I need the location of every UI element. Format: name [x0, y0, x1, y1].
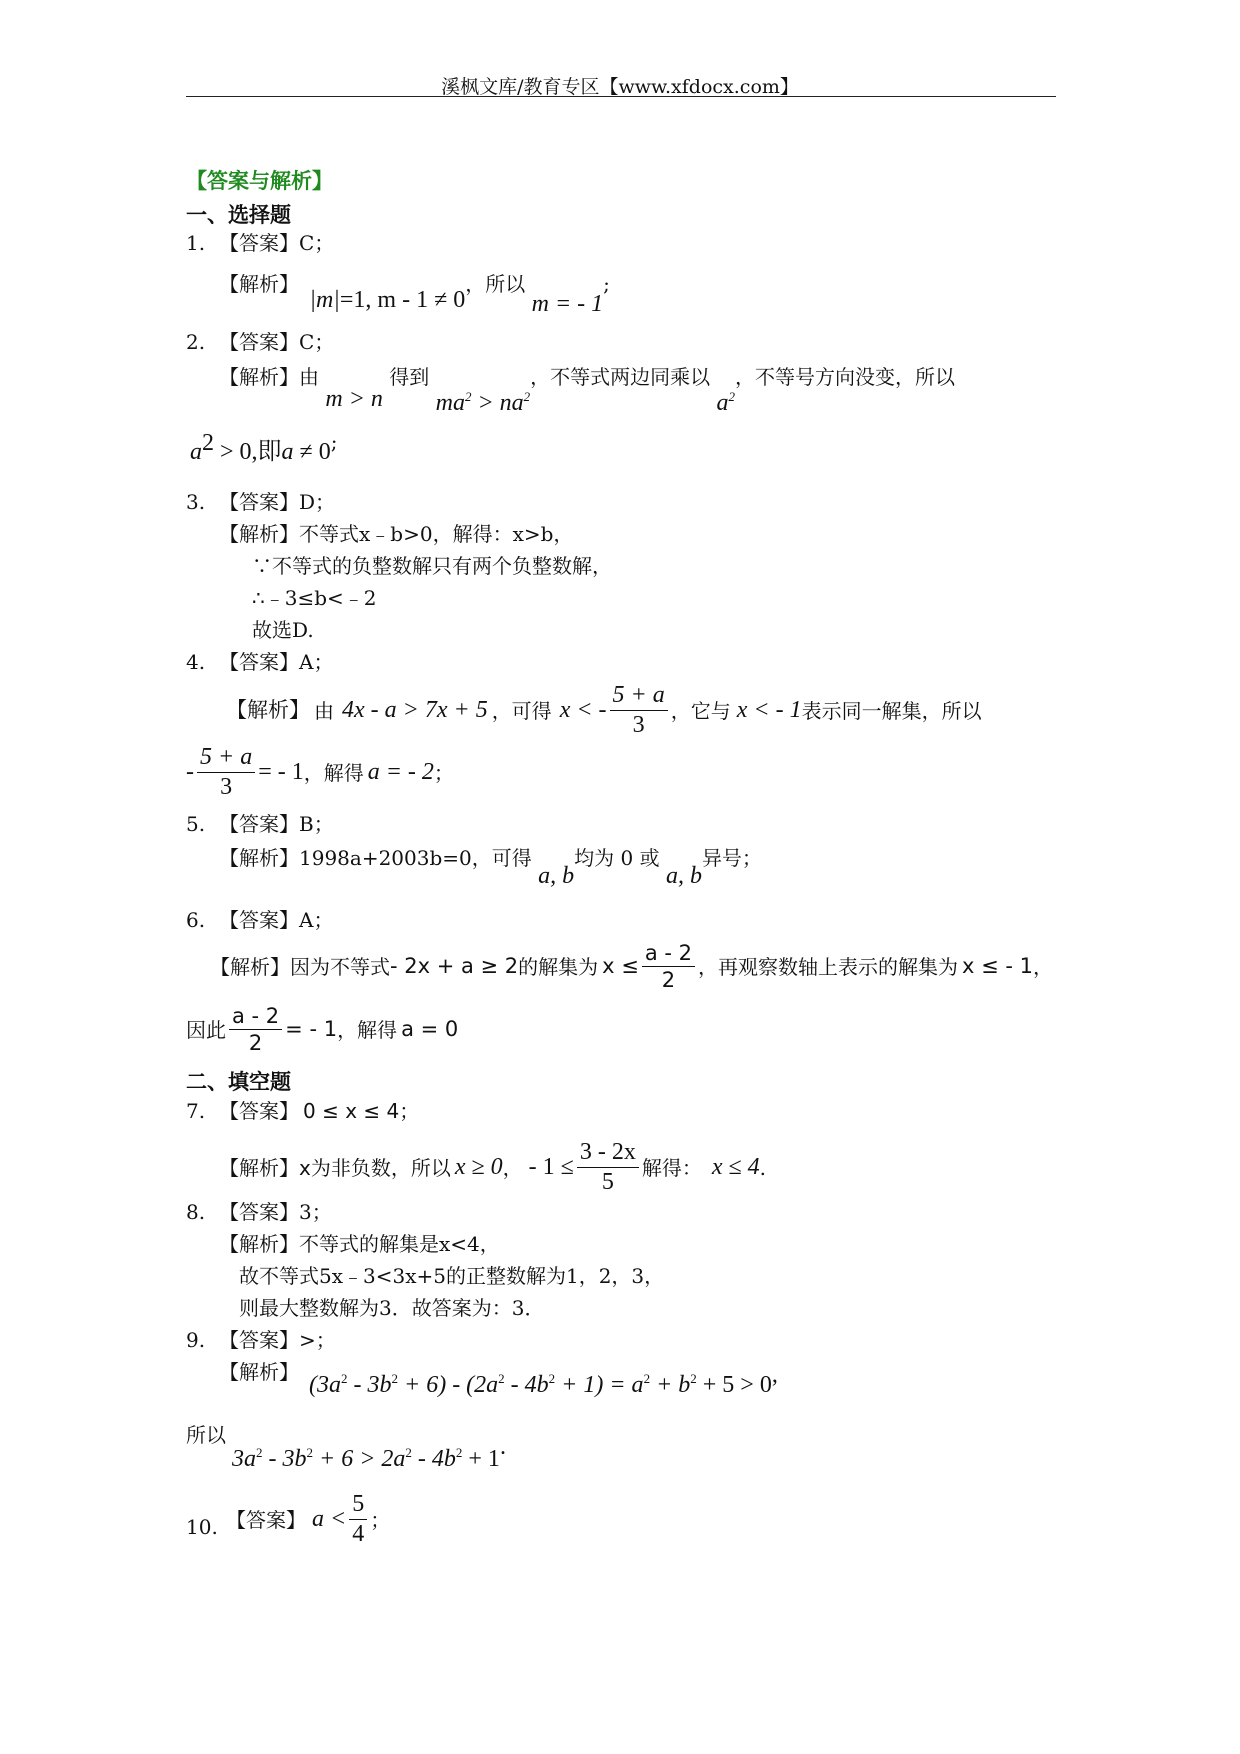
q2-expr1: m > n: [325, 386, 383, 412]
q10-text0: ；: [370, 1507, 391, 1532]
q5-expr1: a, b: [538, 863, 575, 889]
q5-expr2: a, b: [665, 863, 702, 889]
answer-tag: 【答案】: [219, 1099, 299, 1123]
q6-explanation: [210, 942, 1053, 991]
q2-expr3a: a: [716, 390, 729, 416]
q4-fraction: [610, 683, 668, 738]
q9-number: 9.: [186, 1328, 206, 1352]
q1-text2: ;: [603, 272, 610, 296]
q7-expr1: x: [299, 1155, 311, 1180]
q9-part: (3a: [309, 1372, 341, 1398]
fraction-numerator: a - 2: [229, 1005, 282, 1030]
fraction-denominator: 4: [352, 1521, 365, 1548]
q6-text2: ，再观察数轴上表示的解集为: [698, 954, 959, 979]
q4-number: 4.: [186, 650, 206, 674]
q3-number: 3.: [186, 490, 206, 514]
answer-value: C；: [299, 231, 335, 255]
explanation-tag: 【解析】: [210, 954, 290, 979]
q7-answer: [219, 1099, 419, 1123]
q9-explanation-tag: 【解析】: [219, 1360, 299, 1384]
answer-value: 3；: [299, 1200, 332, 1224]
answer-value: 0 ≤ x ≤ 4: [303, 1099, 400, 1123]
q6-fraction2: [229, 1005, 282, 1054]
q2-explanation-cont: [190, 430, 338, 467]
fraction-numerator: 5 + a: [197, 745, 255, 773]
explanation-tag: 【解析】: [219, 1155, 299, 1180]
q9-sup: 2: [256, 1445, 263, 1460]
q7-explanation: [219, 1140, 766, 1195]
q9-sup: 2: [498, 1371, 505, 1386]
q4-fraction2: [197, 745, 255, 800]
q6-expr4: = - 1: [285, 1016, 338, 1041]
q1-explanation: [219, 270, 610, 317]
q8-line3: 则最大整数解为3．故答案为：3．: [239, 1296, 545, 1320]
q10-fraction: [349, 1492, 367, 1547]
q2-sup2: 2: [523, 389, 531, 404]
q9-part: - 4b: [504, 1372, 549, 1398]
q2-text4: ;: [330, 430, 338, 454]
q3-line2: ∵不等式的负整数解只有两个负整数解，: [252, 554, 612, 578]
answer-tag: 【答案】: [219, 812, 299, 836]
q2-number: 2.: [186, 330, 206, 354]
q6-expr5: a = 0: [401, 1016, 459, 1041]
fraction-denominator: 3: [632, 712, 645, 739]
q7-text0: 为非负数，所以: [310, 1155, 451, 1180]
answer-tag: 【答案】: [219, 330, 299, 354]
answer-tag: 【答案】: [219, 231, 299, 255]
q9-therefore: 所以: [186, 1423, 226, 1447]
q5-number: 5.: [186, 812, 206, 836]
q3-line4: 故选D.: [252, 618, 314, 642]
q3-line1: [219, 522, 573, 546]
q9-part: - 4b: [411, 1446, 456, 1472]
q6-expr1: - 2x + a ≥ 2: [390, 953, 519, 978]
q9-part: + 5 > 0: [696, 1372, 772, 1398]
q4-text5: ；: [433, 760, 454, 785]
section-fill: 二、填空题: [186, 1069, 291, 1094]
q2-expr2: [436, 390, 531, 416]
q4-expr1: 4x - a > 7x + 5: [342, 697, 488, 724]
explanation-tag: 【解析】: [226, 698, 310, 723]
q4-expr5: = - 1: [258, 759, 304, 786]
q9-sup: 2: [405, 1445, 412, 1460]
header-rule: [186, 96, 1056, 97]
explanation-tag: 【解析】: [219, 522, 299, 546]
q4-explanation-cont: [186, 745, 454, 800]
explanation-tag: 【解析】: [219, 365, 299, 389]
q9-part: + b: [650, 1372, 691, 1398]
q1-number: 1.: [186, 231, 206, 255]
answer-value: A；: [299, 650, 334, 674]
q8-line2: 故不等式5x﹣3<3x+5的正整数解为1，2，3，: [239, 1264, 665, 1288]
q1-expr3: m = - 1: [531, 291, 604, 317]
q9-sup: 2: [455, 1445, 463, 1460]
page-header: 溪枫文库/教育专区【www.xfdocx.com】: [441, 76, 799, 98]
q7-expr4: x ≤ 4: [711, 1154, 760, 1181]
q7-text3: .: [759, 1155, 767, 1180]
q2-sup4: 2: [202, 430, 214, 456]
q4-text4: ，解得: [303, 760, 364, 785]
answer-tag: 【答案】: [219, 908, 299, 932]
q9-sup: 2: [341, 1371, 348, 1386]
explanation-tag: 【解析】: [219, 272, 299, 296]
q10-expr1: a <: [312, 1506, 347, 1533]
answer-value: A；: [299, 908, 334, 932]
q9-expr-result: [232, 1434, 506, 1473]
answer-value: B；: [299, 812, 334, 836]
q7-text1: ，: [502, 1155, 523, 1180]
section-choice: 一、选择题: [186, 202, 291, 227]
explanation-tag: 【解析】: [219, 846, 299, 870]
q4-expr2: x < -: [559, 697, 607, 724]
q6-answer: [219, 908, 333, 932]
fraction-numerator: 3 - 2x: [577, 1140, 639, 1168]
q6-text3: ，: [1033, 954, 1054, 979]
q2-text1: 得到: [389, 365, 430, 389]
q7-number: 7.: [186, 1099, 206, 1123]
q6-expr3: x ≤ - 1: [962, 953, 1034, 978]
fraction-numerator: 5 + a: [610, 683, 668, 711]
q3-line3: ∴﹣3≤b<﹣2: [252, 586, 377, 610]
q2-expr7: ≠ 0: [293, 439, 331, 465]
q4-text1: ，可得: [491, 698, 552, 723]
q5-answer: [219, 812, 334, 836]
q2-expr2b: > na: [471, 390, 524, 416]
q4-text0: 由: [314, 698, 334, 723]
answer-end: ；: [399, 1099, 420, 1123]
q4-text2: ，它与: [670, 698, 731, 723]
fraction-numerator: 5: [349, 1492, 367, 1520]
answer-value: >；: [299, 1328, 336, 1352]
q6-text4: 因此: [186, 1017, 226, 1042]
q4-expr4: -: [186, 759, 194, 786]
q1-expr1: |m|: [309, 287, 340, 313]
answer-tag: 【答案】: [219, 1328, 299, 1352]
q8-number: 8.: [186, 1200, 206, 1224]
answer-tag: 【答案】: [219, 490, 299, 514]
q4-expr6: a = - 2: [367, 759, 434, 786]
q5-text1: 均为 0 或: [574, 846, 660, 870]
q9-part: + 6 > 2a: [313, 1446, 406, 1472]
q1-answer: [219, 231, 334, 255]
q7-text2: 解得：: [641, 1155, 702, 1180]
q9-part: + 6) - (2a: [398, 1372, 499, 1398]
q9-part: - 3b: [262, 1446, 307, 1472]
q9-part: ,: [771, 1362, 778, 1388]
q6-text5: ，解得: [337, 1017, 398, 1042]
q2-text3: ，不等号方向没变，所以: [735, 365, 956, 389]
q9-sup: 2: [306, 1445, 313, 1460]
q2-expr3: [717, 390, 736, 416]
q8-text1: 不等式的解集是x<4，: [299, 1232, 500, 1256]
q5-text2: 异号；: [701, 846, 762, 870]
q2-expr5: > 0,即: [214, 439, 282, 465]
q7-expr2: x ≥ 0: [454, 1154, 503, 1181]
fraction-denominator: 2: [661, 968, 676, 993]
q9-sup: 2: [548, 1371, 556, 1386]
q2-text2: ，不等式两边同乘以: [530, 365, 711, 389]
fraction-denominator: 3: [220, 774, 233, 801]
q10-answer: [226, 1492, 390, 1547]
q3-answer: [219, 490, 335, 514]
q4-expr3: x < - 1: [736, 697, 802, 724]
answer-title: 【答案与解析】: [186, 168, 333, 193]
q9-part: + 1: [462, 1446, 500, 1472]
q5-text0: 1998a+2003b=0，可得: [299, 846, 532, 870]
q4-text3: 表示同一解集，所以: [801, 698, 982, 723]
q6-text1: 的解集为: [518, 954, 599, 979]
q2-explanation: [219, 363, 956, 416]
q1-expr2: =1, m - 1 ≠ 0: [339, 287, 466, 313]
q9-answer: [219, 1328, 336, 1352]
q4-answer: [219, 650, 333, 674]
q9-part: - 3b: [347, 1372, 392, 1398]
explanation-tag: 【解析】: [219, 1232, 299, 1256]
q9-part: + 1) = a: [555, 1372, 644, 1398]
q2-answer: [219, 330, 334, 354]
fraction-denominator: 2: [248, 1031, 263, 1056]
q1-text1: ，所以: [465, 272, 526, 296]
q5-explanation: [219, 844, 762, 889]
q7-fraction: [577, 1140, 639, 1195]
answer-value: D；: [299, 490, 336, 514]
q6-text0: 因为不等式: [290, 954, 390, 979]
q2-text0: 由: [299, 365, 319, 389]
q2-expr2a: ma: [435, 390, 465, 416]
q9-sup: 2: [391, 1371, 398, 1386]
q9-part: .: [499, 1434, 506, 1460]
answer-tag: 【答案】: [226, 1507, 306, 1532]
answer-value: C；: [299, 330, 335, 354]
q9-expr-main: [309, 1362, 778, 1399]
q9-sup: 2: [643, 1371, 651, 1386]
answer-tag: 【答案】: [219, 650, 299, 674]
q9-sup: 2: [690, 1371, 697, 1386]
q8-line1: [219, 1232, 500, 1256]
q6-expr2: x ≤: [602, 953, 639, 978]
answer-tag: 【答案】: [219, 1200, 299, 1224]
q4-explanation: [226, 683, 982, 738]
q6-explanation-cont: [186, 1005, 458, 1054]
q2-sup3: 2: [728, 389, 736, 404]
q7-expr3: - 1 ≤: [528, 1154, 574, 1181]
q2-expr6: a: [281, 439, 294, 465]
q2-sup1: 2: [464, 389, 472, 404]
q6-number: 6.: [186, 908, 206, 932]
q10-number: 10.: [186, 1515, 218, 1539]
q3-text1: 不等式x﹣b>0，解得：x>b，: [299, 522, 574, 546]
q9-part: 3a: [232, 1446, 256, 1472]
q2-expr4: a: [190, 439, 202, 465]
q8-answer: [219, 1200, 332, 1224]
fraction-numerator: a - 2: [642, 942, 695, 967]
q6-fraction: [642, 942, 695, 991]
fraction-denominator: 5: [601, 1169, 614, 1196]
